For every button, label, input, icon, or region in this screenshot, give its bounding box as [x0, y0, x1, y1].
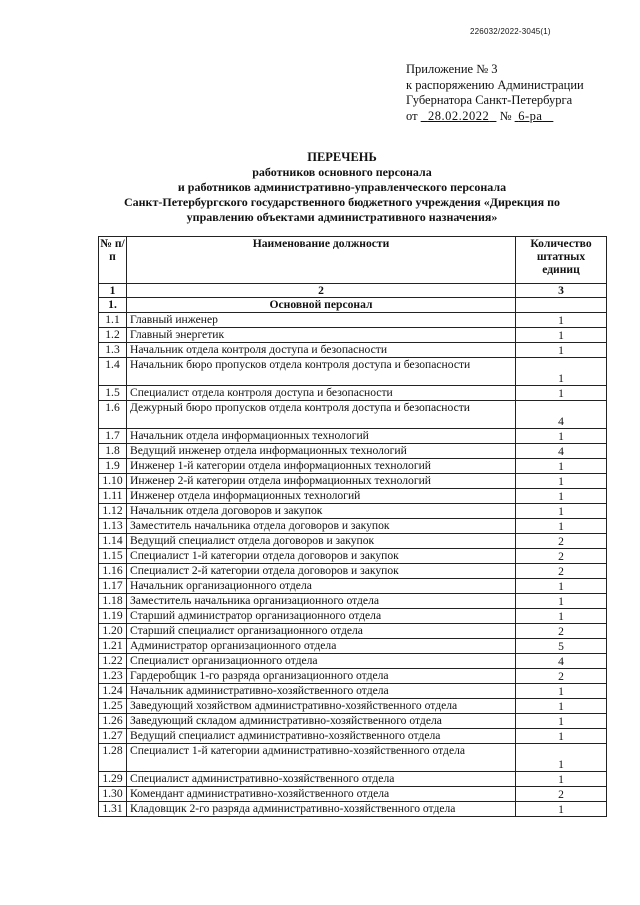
row-name: Заведующий хозяйством административно-хозяйственного отдела: [127, 699, 516, 714]
row-num: 1.6: [99, 401, 127, 429]
row-qty: 1: [516, 313, 607, 328]
table-row: [99, 534, 607, 549]
table-row: [99, 489, 607, 504]
row-qty: 4: [516, 401, 607, 429]
table-row: [99, 313, 607, 328]
index-name: 2: [127, 284, 516, 298]
row-num: 1.18: [99, 594, 127, 609]
from-label: от: [406, 108, 418, 123]
row-qty: 5: [516, 639, 607, 654]
table-row: [99, 401, 607, 429]
row-name: Кладовщик 2-го разряда административно-хозяйственного отдела: [127, 802, 516, 817]
row-name: Главный энергетик: [127, 328, 516, 343]
table-row: [99, 669, 607, 684]
row-qty: 1: [516, 519, 607, 534]
order-number: 6-ра: [518, 108, 543, 123]
row-num: 1.5: [99, 386, 127, 401]
row-qty: 2: [516, 564, 607, 579]
row-name: Начальник административно-хозяйственного отдела: [127, 684, 516, 699]
row-qty: 1: [516, 802, 607, 817]
table-index-row: [99, 284, 607, 298]
row-qty: 1: [516, 579, 607, 594]
title-line-2: работников основного персонала: [252, 165, 432, 179]
row-qty: 1: [516, 772, 607, 787]
row-qty: 2: [516, 624, 607, 639]
row-num: 1.2: [99, 328, 127, 343]
row-name: Специалист 1-й категории административно-хозяйственного отдела: [127, 744, 516, 772]
row-num: 1.25: [99, 699, 127, 714]
appendix-line-3: Губернатора Санкт-Петербурга: [406, 93, 573, 107]
row-num: 1.31: [99, 802, 127, 817]
row-qty: 1: [516, 504, 607, 519]
row-qty: 1: [516, 343, 607, 358]
row-qty: 1: [516, 489, 607, 504]
row-name: Инженер отдела информационных технологий: [127, 489, 516, 504]
table-row: [99, 772, 607, 787]
row-num: 1.26: [99, 714, 127, 729]
row-num: 1.28: [99, 744, 127, 772]
row-num: 1.3: [99, 343, 127, 358]
table-row: [99, 504, 607, 519]
table-row: [99, 358, 607, 386]
table-row: [99, 787, 607, 802]
section-qty: [516, 298, 607, 313]
row-name: Ведущий специалист административно-хозяйственного отдела: [127, 729, 516, 744]
row-qty: 1: [516, 429, 607, 444]
table-row: [99, 474, 607, 489]
row-num: 1.23: [99, 669, 127, 684]
row-qty: 1: [516, 714, 607, 729]
row-name: Администратор организационного отдела: [127, 639, 516, 654]
row-name: Главный инженер: [127, 313, 516, 328]
row-num: 1.14: [99, 534, 127, 549]
row-num: 1.21: [99, 639, 127, 654]
table-row: [99, 802, 607, 817]
row-name: Заведующий складом административно-хозяйственного отдела: [127, 714, 516, 729]
row-name: Начальник отдела договоров и закупок: [127, 504, 516, 519]
table-row: [99, 444, 607, 459]
appendix-header: [406, 62, 584, 124]
row-num: 1.11: [99, 489, 127, 504]
index-num: 1: [99, 284, 127, 298]
row-num: 1.22: [99, 654, 127, 669]
table-row: [99, 624, 607, 639]
row-name: Специалист отдела контроля доступа и безопасности: [127, 386, 516, 401]
title-line-4: Санкт-Петербургского государственного бюджетного учреждения «Дирекция по: [123, 195, 561, 209]
table-row: [99, 564, 607, 579]
header-qty: Количество штатных единиц: [516, 237, 607, 284]
table-row: [99, 609, 607, 624]
appendix-date-line: [406, 109, 584, 125]
row-qty: 1: [516, 744, 607, 772]
row-num: 1.9: [99, 459, 127, 474]
row-name: Специалист 2-й категории отдела договоров и закупок: [127, 564, 516, 579]
header-name: Наименование должности: [127, 237, 516, 284]
row-qty: 1: [516, 684, 607, 699]
table-row: [99, 459, 607, 474]
row-name: Начальник отдела информационных технологий: [127, 429, 516, 444]
table-row: [99, 519, 607, 534]
positions-table: [98, 236, 607, 817]
row-name: Начальник бюро пропусков отдела контроля доступа и безопасности: [127, 358, 516, 386]
order-date: 28.02.2022: [427, 108, 490, 123]
row-num: 1.1: [99, 313, 127, 328]
section-row: [99, 298, 607, 313]
row-name: Начальник организационного отдела: [127, 579, 516, 594]
row-num: 1.29: [99, 772, 127, 787]
row-name: Старший специалист организационного отдела: [127, 624, 516, 639]
row-qty: 1: [516, 609, 607, 624]
row-name: Специалист 1-й категории отдела договоров и закупок: [127, 549, 516, 564]
row-qty: 1: [516, 386, 607, 401]
row-name: Комендант административно-хозяйственного отдела: [127, 787, 516, 802]
document-title: [92, 150, 592, 225]
row-num: 1.4: [99, 358, 127, 386]
section-name: Основной персонал: [127, 298, 516, 313]
appendix-line-2: к распоряжению Администрации: [406, 77, 584, 92]
row-qty: 1: [516, 594, 607, 609]
table-row: [99, 549, 607, 564]
row-name: Начальник отдела контроля доступа и безопасности: [127, 343, 516, 358]
title-line-5: управлению объектами административного назначения»: [186, 210, 498, 224]
document-registration-number: 226032/2022-3045(1): [470, 27, 551, 36]
table-header-row: [99, 237, 607, 284]
row-name: Инженер 1-й категории отдела информационных технологий: [127, 459, 516, 474]
row-num: 1.17: [99, 579, 127, 594]
row-qty: 1: [516, 358, 607, 386]
table-row: [99, 386, 607, 401]
table-row: [99, 343, 607, 358]
row-num: 1.19: [99, 609, 127, 624]
row-qty: 2: [516, 787, 607, 802]
table-row: [99, 429, 607, 444]
row-name: Специалист административно-хозяйственного отдела: [127, 772, 516, 787]
table-row: [99, 594, 607, 609]
row-qty: 1: [516, 459, 607, 474]
row-num: 1.13: [99, 519, 127, 534]
row-name: Заместитель начальника организационного отдела: [127, 594, 516, 609]
row-num: 1.30: [99, 787, 127, 802]
row-num: 1.8: [99, 444, 127, 459]
row-qty: 4: [516, 444, 607, 459]
table-row: [99, 639, 607, 654]
row-name: Инженер 2-й категории отдела информационных технологий: [127, 474, 516, 489]
row-name: Старший администратор организационного отдела: [127, 609, 516, 624]
row-qty: 1: [516, 328, 607, 343]
row-name: Специалист организационного отдела: [127, 654, 516, 669]
index-qty: 3: [516, 284, 607, 298]
row-num: 1.15: [99, 549, 127, 564]
table-row: [99, 729, 607, 744]
row-num: 1.7: [99, 429, 127, 444]
row-name: Гардеробщик 1-го разряда организационного отдела: [127, 669, 516, 684]
row-qty: 1: [516, 474, 607, 489]
row-num: 1.20: [99, 624, 127, 639]
row-name: Заместитель начальника отдела договоров и закупок: [127, 519, 516, 534]
row-num: 1.27: [99, 729, 127, 744]
row-num: 1.16: [99, 564, 127, 579]
row-name: Дежурный бюро пропусков отдела контроля доступа и безопасности: [127, 401, 516, 429]
row-name: Ведущий специалист отдела договоров и закупок: [127, 534, 516, 549]
header-num: № п/п: [99, 237, 127, 284]
row-qty: 2: [516, 669, 607, 684]
appendix-line-1: Приложение № 3: [406, 62, 498, 76]
table-row: [99, 744, 607, 772]
row-num: 1.10: [99, 474, 127, 489]
row-qty: 1: [516, 729, 607, 744]
table-row: [99, 699, 607, 714]
title-line-3: и работников административно-управленческого персонала: [177, 180, 507, 194]
section-num: 1.: [99, 298, 127, 313]
row-qty: 4: [516, 654, 607, 669]
row-num: 1.24: [99, 684, 127, 699]
row-qty: 1: [516, 699, 607, 714]
title-main: ПЕРЕЧЕНЬ: [307, 150, 377, 164]
row-name: Ведущий инженер отдела информационных технологий: [127, 444, 516, 459]
row-qty: 2: [516, 549, 607, 564]
number-label: №: [499, 108, 512, 123]
row-num: 1.12: [99, 504, 127, 519]
table-row: [99, 654, 607, 669]
row-qty: 2: [516, 534, 607, 549]
table-row: [99, 328, 607, 343]
table-row: [99, 714, 607, 729]
table-row: [99, 579, 607, 594]
table-row: [99, 684, 607, 699]
